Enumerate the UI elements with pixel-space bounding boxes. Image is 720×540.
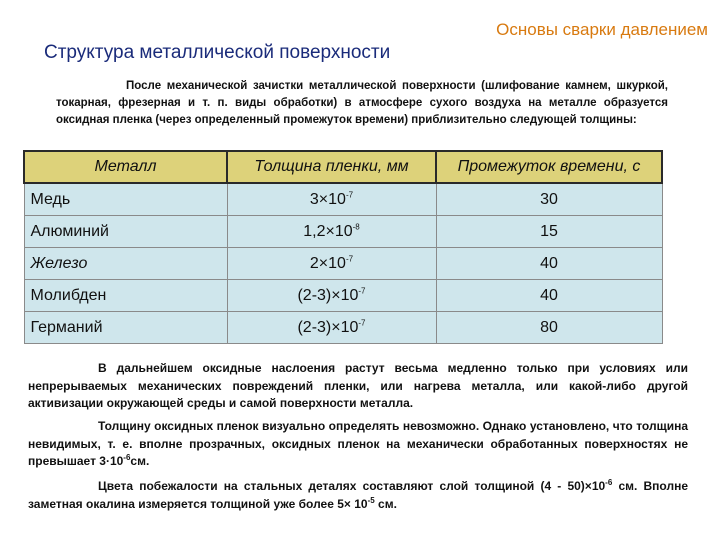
course-title: Основы сварки давлением (496, 20, 708, 39)
table-row (24, 248, 662, 280)
thickness-exponent: -7 (345, 254, 354, 264)
para4-exponent2: -5 (367, 495, 375, 505)
oxide-film-table (23, 150, 663, 344)
cell-metal: Алюминий (24, 216, 227, 248)
thickness-exponent: -7 (345, 190, 354, 200)
header-thickness: Толщина пленки, мм (227, 151, 436, 183)
table-header-row (24, 151, 662, 183)
cell-metal: Железо (24, 248, 227, 280)
slide-title: Структура металлической поверхности (44, 42, 391, 63)
paragraph-temper-colors (28, 478, 688, 513)
cell-metal: Медь (24, 183, 227, 216)
paragraph-thickness (28, 418, 688, 471)
thickness-base: 2×10 (309, 254, 346, 272)
para3-tail: см. (130, 454, 150, 468)
cell-metal: Германий (24, 312, 227, 344)
table-row (24, 280, 662, 312)
cell-metal: Молибден (24, 280, 227, 312)
cell-time: 15 (436, 216, 662, 248)
para4-tail: см. (374, 496, 397, 511)
thickness-exponent: -8 (352, 222, 360, 232)
paragraph-growth: В дальнейшем оксидные наслоения растут весьма медленно только при условиях или непрерываемых механических повреждений пленки, или нагрева металла, или какой-либо другой активизации окружающей среды и самой поверхности металла. (28, 361, 688, 410)
cell-time: 40 (436, 280, 662, 312)
cell-thickness (227, 280, 436, 312)
cell-thickness (227, 248, 436, 280)
para4-part2: см. Вполне заметная окалина измеряется толщиной уже более 5× 10 (28, 479, 688, 511)
thickness-base: (2-3)×10 (297, 286, 359, 304)
table-row (24, 312, 662, 344)
thickness-base: 1,2×10 (303, 222, 353, 240)
thickness-base: 3×10 (309, 190, 346, 208)
table-row (24, 216, 662, 248)
cell-thickness (227, 216, 436, 248)
thickness-exponent: -7 (358, 286, 366, 296)
header-metal: Металл (24, 151, 227, 183)
cell-thickness (227, 312, 436, 344)
cell-time: 80 (436, 312, 662, 344)
intro-paragraph: После механической зачистки металлической поверхности (шлифование камнем, шкуркой, токарная, фрезерная и т. п. виды обработки) в атмосфере сухого воздуха на металле образуется оксидная пленка (через определенный промежуток времени) приблизительно следующей толщины: (56, 80, 668, 126)
cell-time: 30 (436, 183, 662, 216)
thickness-exponent: -7 (358, 318, 366, 328)
para3-text: Толщину оксидных пленок визуально определять невозможно. Однако установлено, что толщина невидимых, т. е. вполне прозрачных, оксидных пленок на механически обработанных поверхностях не превышает 3·10 (28, 419, 688, 468)
cell-thickness (227, 183, 436, 216)
table-row (24, 183, 662, 216)
cell-time: 40 (436, 248, 662, 280)
thickness-base: (2-3)×10 (297, 318, 359, 336)
para3-exponent: -6 (123, 453, 131, 462)
para4-part1: Цвета побежалости на стальных деталях составляют слой толщиной (4 - 50)×10 (98, 479, 606, 493)
header-time: Промежуток времени, с (436, 151, 662, 183)
para4-exponent1: -6 (605, 478, 613, 487)
